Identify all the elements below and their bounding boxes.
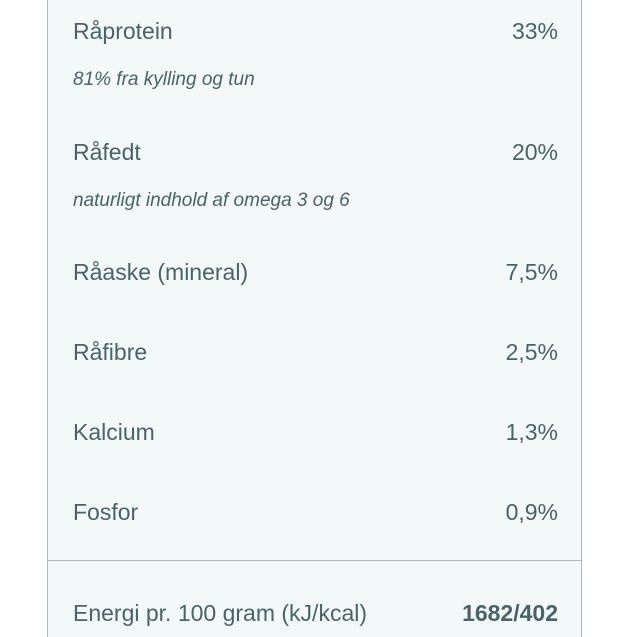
nutrient-label: Råprotein bbox=[73, 18, 173, 44]
nutrient-row-raw-protein bbox=[73, 17, 558, 45]
nutrient-label: Råfibre bbox=[73, 339, 148, 365]
nutrient-label: Fosfor bbox=[73, 499, 139, 525]
nutrient-value: 7,5% bbox=[505, 259, 558, 285]
nutrient-value: 20% bbox=[511, 139, 558, 165]
energy-value: 1682/402 bbox=[462, 600, 558, 626]
table-divider bbox=[48, 560, 581, 561]
nutrient-row-calcium bbox=[73, 418, 558, 446]
nutrient-row-raw-ash bbox=[73, 258, 558, 286]
nutrient-note: naturligt indhold af omega 3 og 6 bbox=[73, 190, 350, 211]
energy-row bbox=[73, 599, 558, 627]
nutrient-value: 2,5% bbox=[505, 339, 558, 365]
nutrient-row-raw-fibre bbox=[73, 338, 558, 366]
nutrient-label: Råaske (mineral) bbox=[73, 259, 249, 285]
nutrient-value: 0,9% bbox=[505, 499, 558, 525]
nutrient-value: 33% bbox=[511, 18, 558, 44]
nutrient-row-raw-fat bbox=[73, 138, 558, 166]
nutrient-label: Kalcium bbox=[73, 419, 155, 445]
nutrient-label: Råfedt bbox=[73, 139, 141, 165]
nutrition-table bbox=[47, 0, 582, 637]
nutrient-row-phosphorus bbox=[73, 498, 558, 526]
nutrient-value: 1,3% bbox=[505, 419, 558, 445]
energy-label: Energi pr. 100 gram (kJ/kcal) bbox=[73, 600, 368, 626]
nutrient-note: 81% fra kylling og tun bbox=[73, 69, 255, 90]
